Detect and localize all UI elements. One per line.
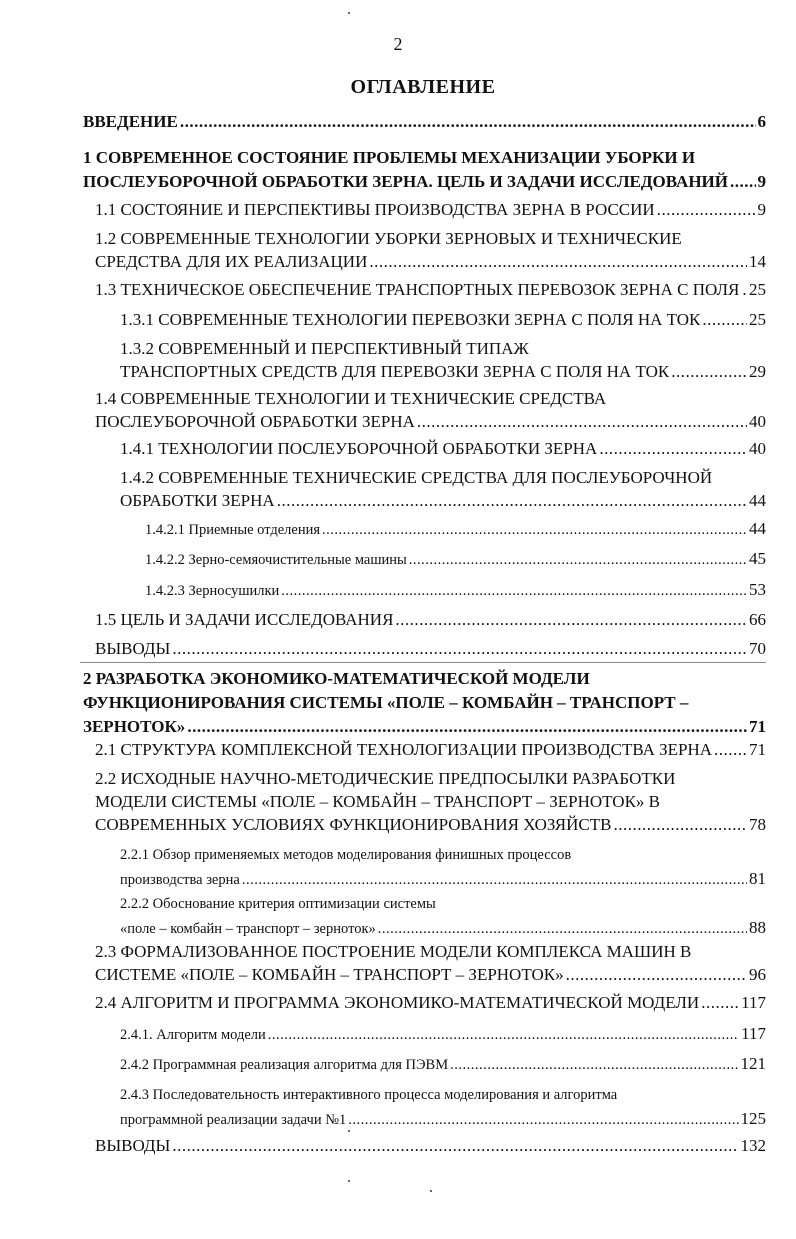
toc-entry-1-3-1[interactable] bbox=[0, 308, 796, 331]
toc-entry-1-1[interactable] bbox=[0, 198, 796, 221]
toc-page-number: 9 bbox=[757, 200, 766, 219]
toc-entry-2-4-1[interactable] bbox=[0, 1022, 796, 1047]
toc-entry-1-4-1[interactable] bbox=[0, 437, 796, 460]
toc-entry-text: ФУНКЦИОНИРОВАНИЯ СИСТЕМЫ «ПОЛЕ – КОМБАЙН – ТРАНСПОРТ – bbox=[83, 693, 689, 712]
toc-entry-text: 1.1 СОСТОЯНИЕ И ПЕРСПЕКТИВЫ ПРОИЗВОДСТВА ЗЕРНА В РОССИИ bbox=[95, 200, 655, 219]
toc-page-number: 132 bbox=[740, 1136, 766, 1155]
toc-entry-text: 2.1 СТРУКТУРА КОМПЛЕКСНОЙ ТЕХНОЛОГИЗАЦИИ ПРОИЗВОДСТВА ЗЕРНА bbox=[95, 740, 713, 759]
toc-page-number: 121 bbox=[740, 1054, 766, 1073]
toc-entry-text: ОБРАБОТКИ ЗЕРНА bbox=[120, 491, 275, 510]
dot-leader bbox=[277, 489, 747, 512]
toc-page-number: 25 bbox=[749, 310, 766, 329]
toc-page-number: 117 bbox=[741, 993, 766, 1012]
dot-leader bbox=[566, 963, 747, 986]
toc-page-number: 29 bbox=[749, 362, 766, 381]
toc-entry-2-4-2[interactable] bbox=[0, 1052, 796, 1077]
toc-entry-1-4-2-2[interactable] bbox=[0, 547, 796, 572]
toc-entry-1-4-2-3[interactable] bbox=[0, 578, 796, 603]
scan-speck bbox=[348, 12, 350, 14]
toc-page-number: 40 bbox=[749, 412, 766, 431]
dot-leader bbox=[172, 637, 747, 660]
toc-page-number: 14 bbox=[749, 252, 766, 271]
toc-page-number: 71 bbox=[749, 740, 766, 759]
dot-leader bbox=[671, 360, 747, 383]
toc-entry-text: 2.3 ФОРМАЛИЗОВАННОЕ ПОСТРОЕНИЕ МОДЕЛИ КОМПЛЕКСА МАШИН В bbox=[95, 942, 692, 961]
toc-entry-text: СОВРЕМЕННЫХ УСЛОВИЯХ ФУНКЦИОНИРОВАНИЯ ХОЗЯЙСТВ bbox=[95, 815, 612, 834]
toc-entry-chapter-2[interactable] bbox=[0, 667, 796, 739]
toc-entry-1-3[interactable] bbox=[0, 278, 796, 301]
toc-entry-conclusions-1[interactable] bbox=[0, 637, 796, 660]
toc-page-number: 44 bbox=[749, 519, 766, 538]
toc-page-number: 71 bbox=[749, 717, 766, 736]
toc-entry-text: 2.4.1. Алгоритм модели bbox=[120, 1027, 266, 1043]
toc-page-number: 125 bbox=[740, 1109, 766, 1128]
toc-entry-conclusions-2[interactable] bbox=[0, 1134, 796, 1157]
toc-entry-text: ТРАНСПОРТНЫХ СРЕДСТВ ДЛЯ ПЕРЕВОЗКИ ЗЕРНА С ПОЛЯ НА ТОК bbox=[120, 362, 670, 381]
scan-speck bbox=[430, 1190, 432, 1192]
toc-entry-1-4-2-1[interactable] bbox=[0, 517, 796, 542]
scan-speck bbox=[348, 1130, 350, 1132]
dot-leader bbox=[369, 250, 747, 273]
dot-leader bbox=[348, 1108, 738, 1132]
toc-page-number: 25 bbox=[749, 280, 766, 299]
dot-leader bbox=[450, 1053, 738, 1077]
dot-leader bbox=[742, 278, 746, 301]
toc-entry-text: 2.4.3 Последовательность интерактивного процесса моделирования и алгоритма bbox=[120, 1087, 618, 1103]
toc-entry-text: 1.3.2 СОВРЕМЕННЫЙ И ПЕРСПЕКТИВНЫЙ ТИПАЖ bbox=[120, 339, 529, 358]
toc-entry-text: 2.2.2 Обоснование критерия оптимизации системы bbox=[120, 896, 436, 912]
toc-entry-2-4[interactable] bbox=[0, 991, 796, 1014]
dot-leader bbox=[378, 917, 747, 941]
dot-leader bbox=[395, 608, 747, 631]
dot-leader bbox=[268, 1023, 739, 1047]
toc-entry-text: 2.2.1 Обзор применяемых методов моделирования финишных процессов bbox=[120, 847, 572, 863]
toc-page-number: 96 bbox=[749, 965, 766, 984]
toc-page-number: 70 bbox=[749, 639, 766, 658]
toc-entry-text: 1.4.2 СОВРЕМЕННЫЕ ТЕХНИЧЕСКИЕ СРЕДСТВА ДЛЯ ПОСЛЕУБОРОЧНОЙ bbox=[120, 468, 713, 487]
toc-entry-text: 1.4 СОВРЕМЕННЫЕ ТЕХНОЛОГИИ И ТЕХНИЧЕСКИЕ СРЕДСТВА bbox=[95, 389, 607, 408]
toc-entry-1-4-2[interactable] bbox=[0, 466, 796, 512]
toc-page-number: 6 bbox=[757, 112, 766, 131]
toc-entry-text: 1.3.1 СОВРЕМЕННЫЕ ТЕХНОЛОГИИ ПЕРЕВОЗКИ ЗЕРНА С ПОЛЯ НА ТОК bbox=[120, 310, 701, 329]
toc-entry-text: 2.4.2 Программная реализация алгоритма для ПЭВМ bbox=[120, 1057, 449, 1073]
toc-entry-text: 1.3 ТЕХНИЧЕСКОЕ ОБЕСПЕЧЕНИЕ ТРАНСПОРТНЫХ ПЕРЕВОЗОК ЗЕРНА С ПОЛЯ bbox=[95, 280, 740, 299]
toc-entry-text: СРЕДСТВА ДЛЯ ИХ РЕАЛИЗАЦИИ bbox=[95, 252, 368, 271]
dot-leader bbox=[714, 738, 747, 761]
toc-entry-text: 2.4 АЛГОРИТМ И ПРОГРАММА ЭКОНОМИКО-МАТЕМАТИЧЕСКОЙ МОДЕЛИ bbox=[95, 993, 700, 1012]
toc-entry-text: программной реализации задачи №1 bbox=[120, 1112, 347, 1128]
toc-entry-1-3-2[interactable] bbox=[0, 337, 796, 383]
toc-entry-2-4-3[interactable] bbox=[0, 1083, 796, 1132]
toc-page-number: 40 bbox=[749, 439, 766, 458]
dot-leader bbox=[187, 715, 747, 739]
dot-leader bbox=[599, 437, 747, 460]
toc-page-number: 53 bbox=[749, 580, 766, 599]
toc-entry-text: ВЫВОДЫ bbox=[95, 1136, 171, 1155]
dot-leader bbox=[180, 110, 756, 134]
toc-entry-text: МОДЕЛИ СИСТЕМЫ «ПОЛЕ – КОМБАЙН – ТРАНСПОРТ – ЗЕРНОТОК» В bbox=[95, 792, 661, 811]
dot-leader bbox=[417, 410, 747, 433]
dot-leader bbox=[730, 170, 756, 194]
toc-entry-2-1[interactable] bbox=[0, 738, 796, 761]
dot-leader bbox=[701, 991, 739, 1014]
toc-entry-2-3[interactable] bbox=[0, 940, 796, 986]
toc-page-number: 66 bbox=[749, 610, 766, 629]
toc-entry-text: ПОСЛЕУБОРОЧНОЙ ОБРАБОТКИ ЗЕРНА bbox=[95, 412, 415, 431]
dot-leader bbox=[409, 548, 747, 572]
scan-speck bbox=[348, 1180, 350, 1182]
toc-entry-text: 1 СОВРЕМЕННОЕ СОСТОЯНИЕ ПРОБЛЕМЫ МЕХАНИЗАЦИИ УБОРКИ И bbox=[83, 148, 696, 167]
toc-entry-2-2-1[interactable] bbox=[0, 843, 796, 892]
toc-entry-text: 1.5 ЦЕЛЬ И ЗАДАЧИ ИССЛЕДОВАНИЯ bbox=[95, 610, 394, 629]
toc-entry-text: 2 РАЗРАБОТКА ЭКОНОМИКО-МАТЕМАТИЧЕСКОЙ МОДЕЛИ bbox=[83, 669, 590, 688]
toc-page-number: 44 bbox=[749, 491, 766, 510]
toc-page-number: 78 bbox=[749, 815, 766, 834]
toc-entry-introduction[interactable] bbox=[0, 110, 796, 134]
toc-entry-2-2[interactable] bbox=[0, 767, 796, 836]
toc-entry-text: 2.2 ИСХОДНЫЕ НАУЧНО-МЕТОДИЧЕСКИЕ ПРЕДПОСЫЛКИ РАЗРАБОТКИ bbox=[95, 769, 676, 788]
dot-leader bbox=[613, 813, 747, 836]
toc-entry-text: производства зерна bbox=[120, 872, 240, 888]
page-number: 2 bbox=[393, 34, 403, 54]
toc-entry-text: 1.4.2.1 Приемные отделения bbox=[145, 522, 321, 538]
toc-entry-text: ЗЕРНОТОК» bbox=[83, 717, 186, 736]
toc-entry-text: ВВЕДЕНИЕ bbox=[83, 112, 178, 131]
toc-entry-1-2[interactable] bbox=[0, 227, 796, 273]
toc-entry-text: ВЫВОДЫ bbox=[95, 639, 171, 658]
toc-page-number: 117 bbox=[741, 1024, 766, 1043]
toc-entry-2-2-2[interactable] bbox=[0, 892, 796, 941]
toc-entry-text: 1.4.2.2 Зерно-семяочистительные машины bbox=[145, 552, 407, 568]
toc-entry-text: 1.4.2.3 Зерносушилки bbox=[145, 583, 280, 599]
toc-page-number: 45 bbox=[749, 549, 766, 568]
toc-page-number: 88 bbox=[749, 918, 766, 937]
toc-entry-text: СИСТЕМЕ «ПОЛЕ – КОМБАЙН – ТРАНСПОРТ – ЗЕРНОТОК» bbox=[95, 965, 564, 984]
dot-leader bbox=[281, 579, 747, 603]
toc-entry-text: 1.4.1 ТЕХНОЛОГИИ ПОСЛЕУБОРОЧНОЙ ОБРАБОТКИ ЗЕРНА bbox=[120, 439, 598, 458]
section-divider bbox=[80, 662, 766, 663]
toc-entry-text: ПОСЛЕУБОРОЧНОЙ ОБРАБОТКИ ЗЕРНА. ЦЕЛЬ И ЗАДАЧИ ИССЛЕДОВАНИЙ bbox=[83, 172, 728, 191]
toc-entry-text: «поле – комбайн – транспорт – зерноток» bbox=[120, 921, 376, 937]
toc-page-number: 81 bbox=[749, 869, 766, 888]
toc-page-number: 9 bbox=[757, 172, 766, 191]
toc-entry-chapter-1[interactable] bbox=[0, 146, 796, 194]
dot-leader bbox=[657, 198, 756, 221]
dot-leader bbox=[242, 868, 747, 892]
toc-entry-1-4[interactable] bbox=[0, 387, 796, 433]
toc-title: ОГЛАВЛЕНИЕ bbox=[350, 76, 496, 98]
toc-entry-text: 1.2 СОВРЕМЕННЫЕ ТЕХНОЛОГИИ УБОРКИ ЗЕРНОВЫХ И ТЕХНИЧЕСКИЕ bbox=[95, 229, 682, 248]
dot-leader bbox=[702, 308, 747, 331]
toc-entry-1-5[interactable] bbox=[0, 608, 796, 631]
dot-leader bbox=[322, 518, 747, 542]
dot-leader bbox=[172, 1134, 738, 1157]
